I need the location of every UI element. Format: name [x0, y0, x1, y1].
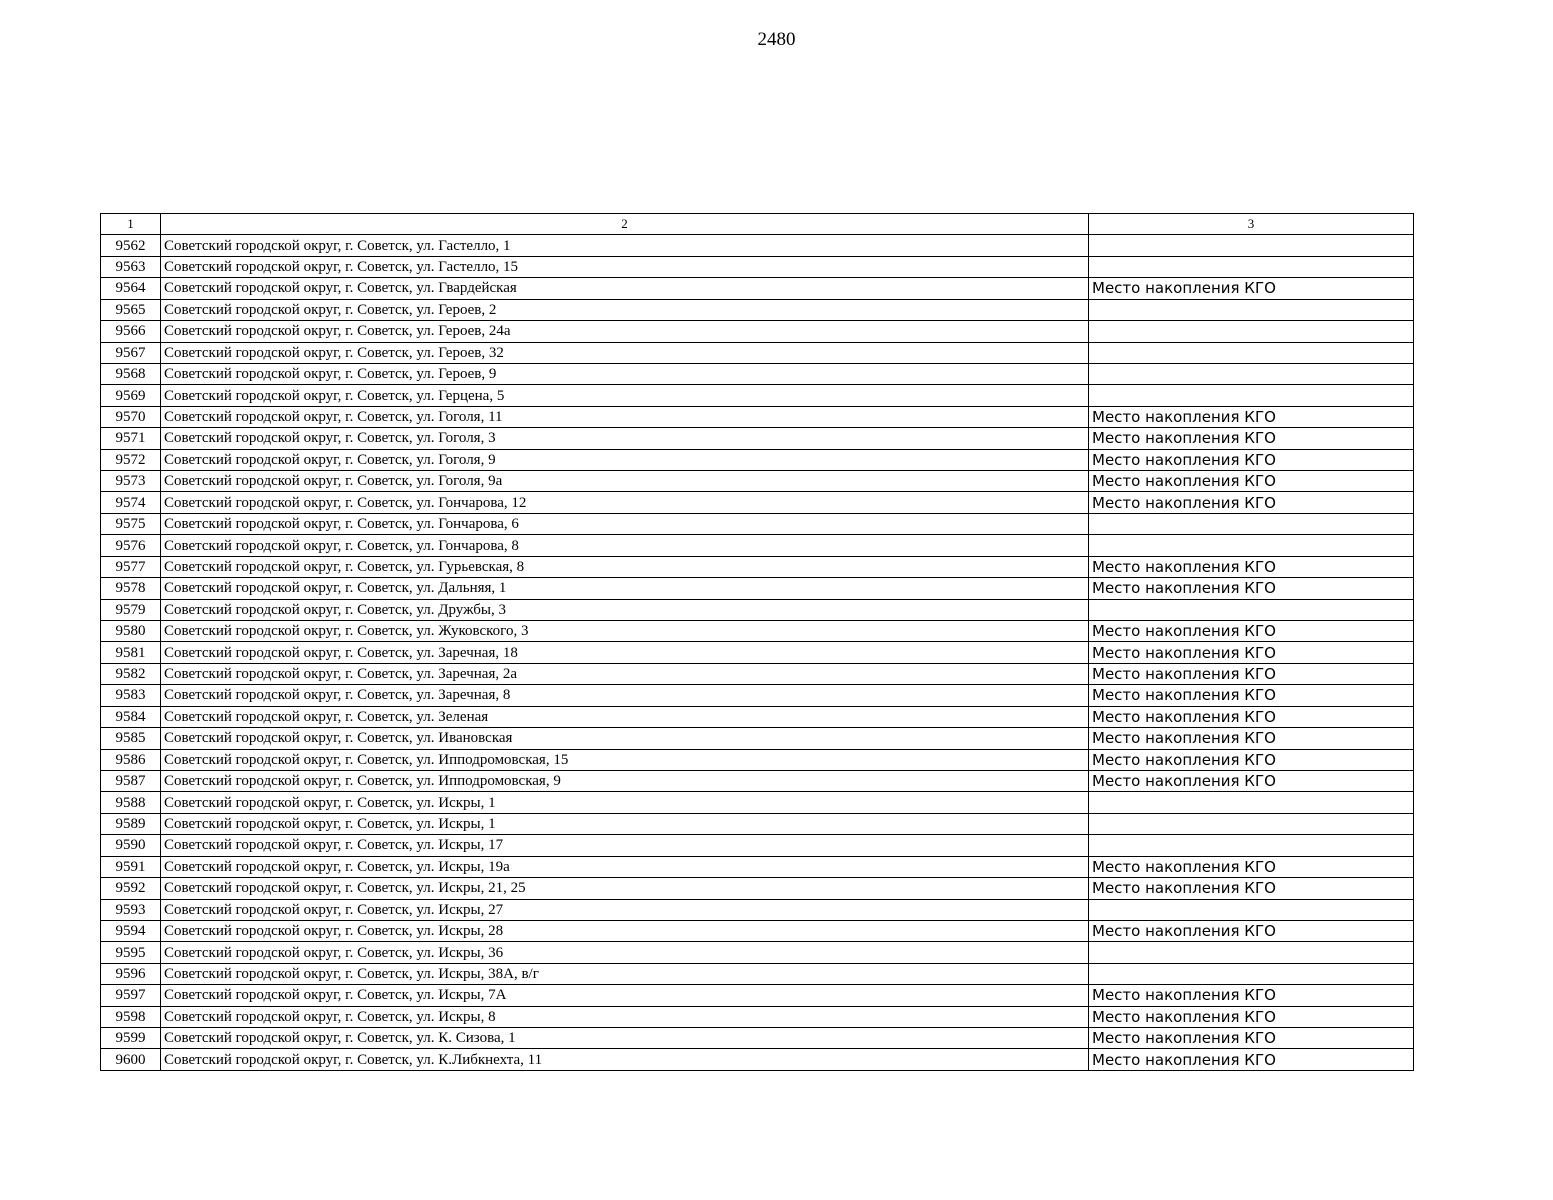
row-note [1089, 321, 1414, 342]
row-address: Советский городской округ, г. Советск, ул. Зеленая [161, 706, 1089, 727]
table-row [101, 621, 1414, 642]
row-note [1089, 363, 1414, 384]
row-address: Советский городской округ, г. Советск, ул. Гастелло, 1 [161, 235, 1089, 256]
row-number: 9599 [101, 1028, 161, 1049]
row-number: 9593 [101, 899, 161, 920]
row-number: 9575 [101, 513, 161, 534]
row-note: Место накопления КГО [1089, 728, 1414, 749]
table-row [101, 256, 1414, 277]
table-row [101, 406, 1414, 427]
row-number: 9562 [101, 235, 161, 256]
row-note [1089, 942, 1414, 963]
row-address: Советский городской округ, г. Советск, ул. Ипподромовская, 15 [161, 749, 1089, 770]
row-number: 9576 [101, 535, 161, 556]
row-address: Советский городской округ, г. Советск, ул. К. Сизова, 1 [161, 1028, 1089, 1049]
row-address: Советский городской округ, г. Советск, ул. К.Либкнехта, 11 [161, 1049, 1089, 1070]
table-row [101, 535, 1414, 556]
row-number: 9589 [101, 813, 161, 834]
table-row [101, 963, 1414, 984]
row-note: Место накопления КГО [1089, 578, 1414, 599]
row-note: Место накопления КГО [1089, 428, 1414, 449]
row-note: Место накопления КГО [1089, 1006, 1414, 1027]
row-number: 9584 [101, 706, 161, 727]
row-number: 9572 [101, 449, 161, 470]
row-number: 9598 [101, 1006, 161, 1027]
table-row [101, 770, 1414, 791]
row-note [1089, 535, 1414, 556]
row-address: Советский городской округ, г. Советск, ул. Искры, 1 [161, 792, 1089, 813]
table-row [101, 749, 1414, 770]
table-row [101, 1028, 1414, 1049]
row-number: 9574 [101, 492, 161, 513]
table-row [101, 428, 1414, 449]
row-note [1089, 813, 1414, 834]
table-row [101, 985, 1414, 1006]
table-row [101, 642, 1414, 663]
table-row [101, 278, 1414, 299]
row-number: 9597 [101, 985, 161, 1006]
row-address: Советский городской округ, г. Советск, ул. Искры, 19а [161, 856, 1089, 877]
row-number: 9571 [101, 428, 161, 449]
row-note: Место накопления КГО [1089, 770, 1414, 791]
row-number: 9590 [101, 835, 161, 856]
row-address: Советский городской округ, г. Советск, ул. Искры, 8 [161, 1006, 1089, 1027]
row-number: 9583 [101, 685, 161, 706]
row-number: 9563 [101, 256, 161, 277]
row-address: Советский городской округ, г. Советск, ул. Заречная, 8 [161, 685, 1089, 706]
table-row [101, 706, 1414, 727]
row-note: Место накопления КГО [1089, 663, 1414, 684]
row-number: 9579 [101, 599, 161, 620]
row-address: Советский городской округ, г. Советск, ул. Ивановская [161, 728, 1089, 749]
row-number: 9580 [101, 621, 161, 642]
row-address: Советский городской округ, г. Советск, ул. Дальняя, 1 [161, 578, 1089, 599]
row-number: 9585 [101, 728, 161, 749]
page-number: 2480 [757, 29, 796, 50]
row-number: 9573 [101, 471, 161, 492]
row-note: Место накопления КГО [1089, 621, 1414, 642]
row-note: Место накопления КГО [1089, 1028, 1414, 1049]
row-note: Место накопления КГО [1089, 878, 1414, 899]
row-note [1089, 342, 1414, 363]
column-header-3: 3 [1089, 214, 1414, 235]
row-note: Место накопления КГО [1089, 1049, 1414, 1070]
row-address: Советский городской округ, г. Советск, ул. Героев, 2 [161, 299, 1089, 320]
row-number: 9570 [101, 406, 161, 427]
table-row [101, 385, 1414, 406]
row-number: 9588 [101, 792, 161, 813]
column-header-1: 1 [101, 214, 161, 235]
row-address: Советский городской округ, г. Советск, ул. Заречная, 2а [161, 663, 1089, 684]
table-row [101, 835, 1414, 856]
row-number: 9592 [101, 878, 161, 899]
row-number: 9564 [101, 278, 161, 299]
table-row [101, 235, 1414, 256]
row-number: 9600 [101, 1049, 161, 1070]
row-address: Советский городской округ, г. Советск, ул. Жуковского, 3 [161, 621, 1089, 642]
row-note: Место накопления КГО [1089, 492, 1414, 513]
table-row [101, 299, 1414, 320]
row-address: Советский городской округ, г. Советск, ул. Искры, 36 [161, 942, 1089, 963]
row-note: Место накопления КГО [1089, 856, 1414, 877]
table-row [101, 920, 1414, 941]
row-address: Советский городской округ, г. Советск, ул. Искры, 21, 25 [161, 878, 1089, 899]
row-address: Советский городской округ, г. Советск, ул. Гончарова, 12 [161, 492, 1089, 513]
row-address: Советский городской округ, г. Советск, ул. Искры, 28 [161, 920, 1089, 941]
row-number: 9569 [101, 385, 161, 406]
column-header-2: 2 [161, 214, 1089, 235]
row-address: Советский городской округ, г. Советск, ул. Гурьевская, 8 [161, 556, 1089, 577]
table-row [101, 728, 1414, 749]
table-row [101, 449, 1414, 470]
row-note: Место накопления КГО [1089, 642, 1414, 663]
table-row [101, 942, 1414, 963]
row-number: 9595 [101, 942, 161, 963]
row-note [1089, 599, 1414, 620]
row-note [1089, 963, 1414, 984]
row-number: 9582 [101, 663, 161, 684]
table-row [101, 578, 1414, 599]
row-address: Советский городской округ, г. Советск, ул. Искры, 27 [161, 899, 1089, 920]
row-note: Место накопления КГО [1089, 685, 1414, 706]
row-address: Советский городской округ, г. Советск, ул. Заречная, 18 [161, 642, 1089, 663]
row-address: Советский городской округ, г. Советск, ул. Гвардейская [161, 278, 1089, 299]
table-row [101, 321, 1414, 342]
row-note [1089, 792, 1414, 813]
row-address: Советский городской округ, г. Советск, ул. Герцена, 5 [161, 385, 1089, 406]
row-address: Советский городской округ, г. Советск, ул. Дружбы, 3 [161, 599, 1089, 620]
table-row [101, 856, 1414, 877]
row-address: Советский городской округ, г. Советск, ул. Искры, 17 [161, 835, 1089, 856]
row-address: Советский городской округ, г. Советск, ул. Гоголя, 9 [161, 449, 1089, 470]
row-note [1089, 899, 1414, 920]
table-row [101, 1006, 1414, 1027]
table-row [101, 792, 1414, 813]
row-number: 9565 [101, 299, 161, 320]
row-number: 9578 [101, 578, 161, 599]
table-row [101, 492, 1414, 513]
row-address: Советский городской округ, г. Советск, ул. Искры, 38А, в/г [161, 963, 1089, 984]
table-row [101, 1049, 1414, 1070]
row-address: Советский городской округ, г. Советск, ул. Героев, 32 [161, 342, 1089, 363]
table-row [101, 878, 1414, 899]
row-address: Советский городской округ, г. Советск, ул. Гоголя, 9а [161, 471, 1089, 492]
row-number: 9586 [101, 749, 161, 770]
table-row [101, 471, 1414, 492]
table-row [101, 663, 1414, 684]
row-address: Советский городской округ, г. Советск, ул. Гоголя, 3 [161, 428, 1089, 449]
table-row [101, 899, 1414, 920]
header-row [101, 214, 1414, 235]
row-note: Место накопления КГО [1089, 556, 1414, 577]
row-note [1089, 235, 1414, 256]
row-note: Место накопления КГО [1089, 278, 1414, 299]
row-address: Советский городской округ, г. Советск, ул. Героев, 9 [161, 363, 1089, 384]
row-note: Место накопления КГО [1089, 706, 1414, 727]
table-row [101, 342, 1414, 363]
row-number: 9596 [101, 963, 161, 984]
row-note: Место накопления КГО [1089, 749, 1414, 770]
row-number: 9566 [101, 321, 161, 342]
table-row [101, 363, 1414, 384]
row-note [1089, 513, 1414, 534]
row-note: Место накопления КГО [1089, 471, 1414, 492]
row-number: 9594 [101, 920, 161, 941]
row-number: 9587 [101, 770, 161, 791]
row-note [1089, 385, 1414, 406]
row-note: Место накопления КГО [1089, 985, 1414, 1006]
table-row [101, 513, 1414, 534]
row-address: Советский городской округ, г. Советск, ул. Гончарова, 8 [161, 535, 1089, 556]
table-row [101, 813, 1414, 834]
row-number: 9581 [101, 642, 161, 663]
row-note: Место накопления КГО [1089, 920, 1414, 941]
table-row [101, 685, 1414, 706]
registry-table [100, 213, 1414, 1071]
row-note [1089, 835, 1414, 856]
row-number: 9591 [101, 856, 161, 877]
row-address: Советский городской округ, г. Советск, ул. Искры, 7А [161, 985, 1089, 1006]
row-address: Советский городской округ, г. Советск, ул. Искры, 1 [161, 813, 1089, 834]
table-body [101, 235, 1414, 1070]
row-number: 9577 [101, 556, 161, 577]
row-note: Место накопления КГО [1089, 449, 1414, 470]
row-note [1089, 256, 1414, 277]
row-address: Советский городской округ, г. Советск, ул. Гастелло, 15 [161, 256, 1089, 277]
table-row [101, 556, 1414, 577]
table-row [101, 599, 1414, 620]
row-address: Советский городской округ, г. Советск, ул. Гончарова, 6 [161, 513, 1089, 534]
row-number: 9567 [101, 342, 161, 363]
row-note: Место накопления КГО [1089, 406, 1414, 427]
row-address: Советский городской округ, г. Советск, ул. Ипподромовская, 9 [161, 770, 1089, 791]
row-number: 9568 [101, 363, 161, 384]
row-address: Советский городской округ, г. Советск, ул. Гоголя, 11 [161, 406, 1089, 427]
row-address: Советский городской округ, г. Советск, ул. Героев, 24а [161, 321, 1089, 342]
row-note [1089, 299, 1414, 320]
